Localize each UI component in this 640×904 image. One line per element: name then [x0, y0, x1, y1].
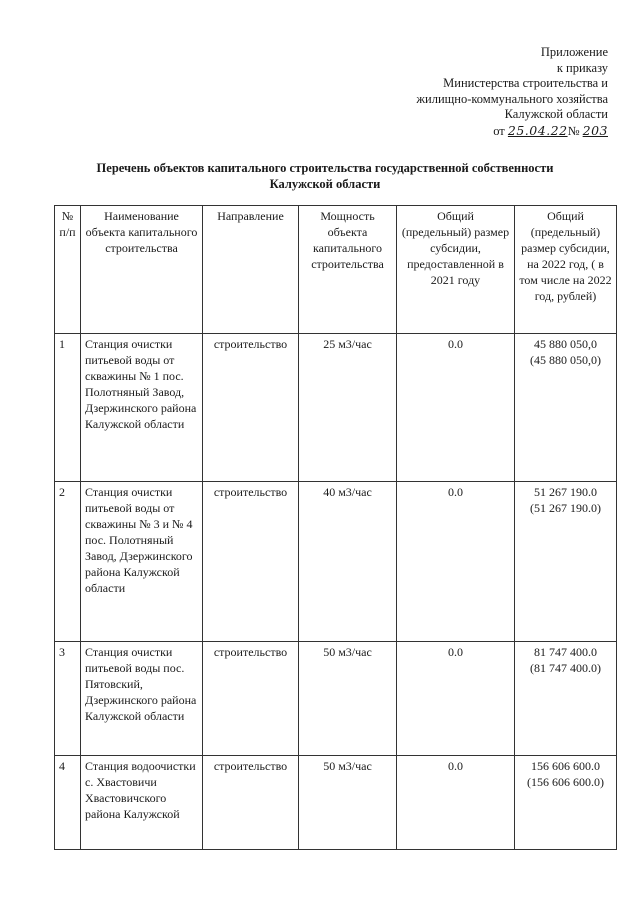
annex-line: Приложение [540, 45, 608, 59]
header-subsidy-2021: Общий (предельный) размер субсидии, предоставленной в 2021 году [397, 206, 515, 334]
title-line: Калужской области [269, 177, 381, 191]
row-subsidy-2021: 0.0 [397, 482, 515, 642]
row-num: 2 [55, 482, 81, 642]
row-capacity: 50 м3/час [299, 756, 397, 850]
row-subsidy-2022-inc: (81 747 400.0) [530, 661, 601, 675]
row-subsidy-2022-cell [515, 482, 617, 642]
row-name: Станция водоочистки с. Хвастовичи Хвастовичского района Калужской [81, 756, 203, 850]
header-direction: Направление [203, 206, 299, 334]
annex-line: к приказу [556, 60, 608, 75]
row-direction: строительство [203, 642, 299, 756]
annex-line: жилищно-коммунального хозяйства [416, 91, 608, 106]
number-prefix: № [567, 123, 580, 138]
table-row [55, 642, 617, 756]
row-subsidy-2022-cell [515, 756, 617, 850]
row-direction: строительство [203, 756, 299, 850]
date-prefix: от [493, 123, 505, 138]
annex-line: Министерства строительства и [443, 76, 608, 91]
row-subsidy-2022: 51 267 190.0 [534, 485, 597, 499]
row-subsidy-2022-inc: (156 606 600.0) [527, 775, 604, 789]
table-row [55, 334, 617, 482]
row-subsidy-2021: 0.0 [397, 642, 515, 756]
annex-block [416, 45, 608, 140]
title-line: Перечень объектов капитального строительства государственной собственности [96, 161, 554, 175]
row-direction: строительство [203, 334, 299, 482]
row-num: 1 [55, 334, 81, 482]
row-subsidy-2022: 81 747 400.0 [534, 645, 597, 659]
row-capacity: 25 м3/час [299, 334, 397, 482]
header-capacity: Мощность объекта капитального строительства [299, 206, 397, 334]
header-name: Наименование объекта капитального строительства [81, 206, 203, 334]
order-date-line [416, 123, 608, 140]
row-subsidy-2022-cell [515, 334, 617, 482]
row-name: Станция очистки питьевой воды от скважины № 1 пос. Полотняный Завод, Дзержинского района Калужской области [81, 334, 203, 482]
row-subsidy-2022: 156 606 600.0 [531, 759, 600, 773]
table-row [55, 756, 617, 850]
row-subsidy-2022-inc: (45 880 050,0) [530, 353, 601, 367]
row-capacity: 40 м3/час [299, 482, 397, 642]
row-subsidy-2021: 0.0 [397, 334, 515, 482]
table-row [55, 482, 617, 642]
row-subsidy-2022-cell [515, 642, 617, 756]
row-direction: строительство [203, 482, 299, 642]
annex-line: Калужской области [504, 107, 608, 122]
objects-table [54, 205, 617, 850]
row-num: 4 [55, 756, 81, 850]
table-header-row [55, 206, 617, 334]
row-capacity: 50 м3/час [299, 642, 397, 756]
row-name: Станция очистки питьевой воды от скважины № 3 и № 4 пос. Полотняный Завод, Дзержинского района Калужской области [81, 482, 203, 642]
header-num: № п/п [55, 206, 81, 334]
row-subsidy-2022-inc: (51 267 190.0) [530, 501, 601, 515]
header-subsidy-2022: Общий (предельный) размер субсидии, на 2022 год, ( в том числе на 2022 год, рублей) [515, 206, 617, 334]
document-title [40, 160, 610, 192]
row-name: Станция очистки питьевой воды пос. Пятовский, Дзержинского района Калужской области [81, 642, 203, 756]
order-number: 203 [582, 122, 608, 138]
row-subsidy-2022: 45 880 050,0 [534, 337, 597, 351]
row-subsidy-2021: 0.0 [397, 756, 515, 850]
order-date: 25.04.22 [507, 122, 568, 138]
row-num: 3 [55, 642, 81, 756]
